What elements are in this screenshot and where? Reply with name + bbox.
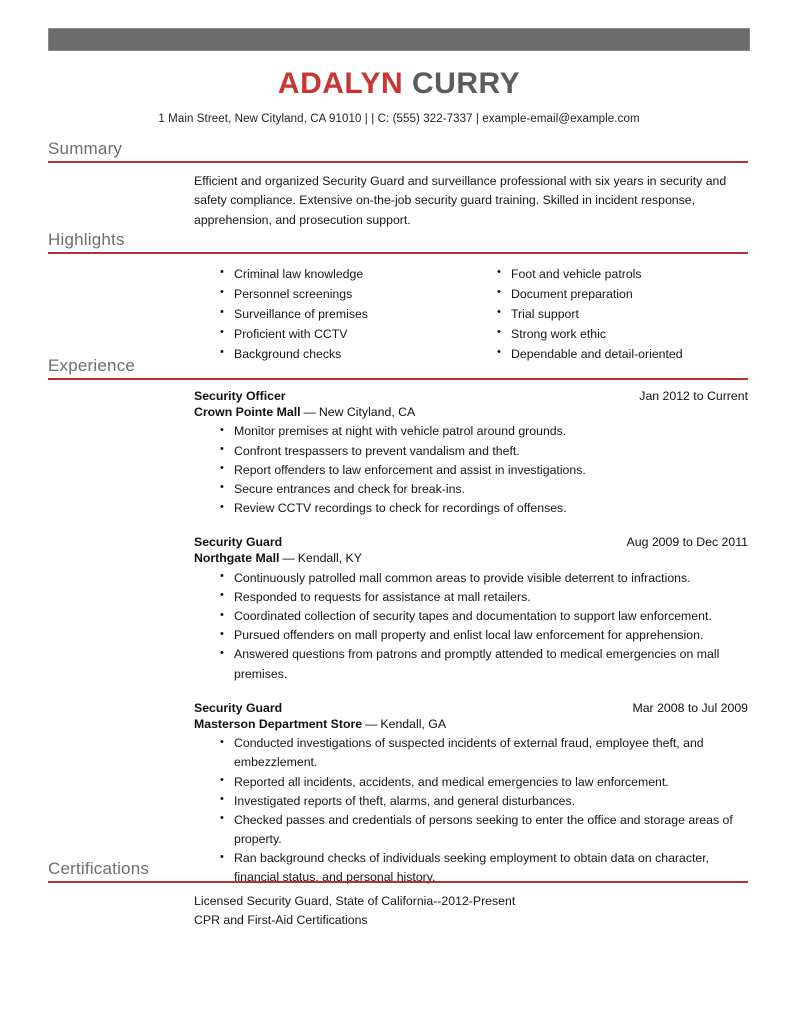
list-item: • Report offenders to law enforcement and assist in investigations. — [194, 461, 748, 480]
job-header — [194, 389, 748, 403]
contact-line: 1 Main Street, New Cityland, CA 91010 | | C: (555) 322-7337 | example-email@example.com — [158, 113, 640, 125]
job-location: New Cityland, CA — [318, 405, 416, 419]
list-item: • Investigated reports of theft, alarms, and general disturbances. — [194, 792, 748, 811]
candidate-name — [48, 68, 750, 100]
header-accent-bar — [48, 28, 750, 51]
list-item: • Dependable and detail-oriented — [471, 344, 748, 364]
list-item: • Personnel screenings — [194, 284, 471, 304]
job-header — [194, 535, 748, 549]
highlights-list-left — [194, 264, 471, 364]
organization-name: Northgate Mall — [194, 551, 280, 566]
job-location: Kendall, KY — [297, 551, 362, 566]
experience-entry — [194, 535, 748, 683]
job-organization — [194, 549, 748, 567]
organization-name: Masterson Department Store — [194, 716, 363, 731]
list-item: • Confront trespassers to prevent vandalism and theft. — [194, 442, 748, 461]
certification-line: CPR and First-Aid Certifications — [194, 912, 368, 927]
first-name: ADALYN — [277, 67, 404, 100]
highlights-list-right — [471, 264, 748, 364]
job-location: Kendall, GA — [380, 716, 447, 731]
section-highlights — [48, 231, 748, 364]
list-item: • Document preparation — [471, 284, 748, 304]
list-item: • Coordinated collection of security tapes and documentation to support law enforcement. — [194, 607, 748, 626]
list-item: • Monitor premises at night with vehicle patrol around grounds. — [194, 422, 748, 441]
experience-entry — [194, 389, 748, 518]
section-summary — [48, 140, 748, 230]
list-item: • Review CCTV recordings to check for recordings of offenses. — [194, 499, 748, 518]
list-item: • Proficient with CCTV — [194, 324, 471, 344]
list-item: • Answered questions from patrons and promptly attended to medical emergencies on mall premises. — [194, 645, 748, 683]
job-title: Security Officer — [194, 389, 286, 403]
separator-dash: — — [365, 716, 378, 731]
list-item: • Continuously patrolled mall common areas to provide visible deterrent to infractions. — [194, 569, 748, 588]
section-title-summary: Summary — [48, 139, 123, 158]
list-item: • Surveillance of premises — [194, 304, 471, 324]
job-date: Aug 2009 to Dec 2011 — [626, 535, 748, 550]
list-item: • Pursued offenders on mall property and enlist local law enforcement for apprehension. — [194, 626, 748, 645]
job-bullet-list — [194, 422, 748, 518]
highlights-column-right — [471, 264, 748, 364]
job-title: Security Guard — [194, 535, 283, 550]
list-item: • Foot and vehicle patrols — [471, 264, 748, 284]
list-item: • Checked passes and credentials of persons seeking to enter the office and storage areas of property. — [194, 811, 748, 849]
section-title-certifications: Certifications — [48, 859, 150, 878]
list-item: • Responded to requests for assistance at mall retailers. — [194, 588, 748, 607]
last-name: CURRY — [412, 67, 521, 100]
list-item: • Background checks — [194, 344, 471, 364]
list-item: • Ran background checks of individuals seeking employment to obtain data on character, financial status, and personal history. — [194, 849, 748, 887]
job-header — [194, 701, 748, 715]
job-date: Mar 2008 to Jul 2009 — [632, 700, 748, 715]
section-title-experience: Experience — [48, 356, 136, 375]
job-title: Security Guard — [194, 700, 283, 715]
job-organization — [194, 715, 748, 733]
list-item: • Conducted investigations of suspected incidents of external fraud, employee theft, and embezzlement. — [194, 734, 748, 772]
certification-line: Licensed Security Guard, State of California--2012-Present — [194, 894, 516, 908]
list-item: • Strong work ethic — [471, 324, 748, 344]
summary-text: Efficient and organized Security Guard and surveillance professional with six years in security and safety compliance. Extensive on-the-job security guard training. Skilled in incident response, apprehension, and prosecution support. — [194, 174, 727, 227]
list-item: • Secure entrances and check for break-ins. — [194, 480, 748, 499]
separator-dash: — — [303, 405, 316, 419]
section-title-highlights: Highlights — [48, 230, 125, 249]
job-organization — [194, 403, 748, 421]
job-bullet-list — [194, 569, 748, 684]
list-item: • Trial support — [471, 304, 748, 324]
highlights-column-left — [194, 264, 471, 364]
job-date: Jan 2012 to Current — [639, 389, 748, 403]
section-certifications — [48, 860, 748, 929]
list-item: • Reported all incidents, accidents, and medical emergencies to law enforcement. — [194, 773, 748, 792]
list-item: • Criminal law knowledge — [194, 264, 471, 284]
organization-name: Crown Pointe Mall — [194, 405, 301, 419]
separator-dash: — — [282, 551, 295, 566]
section-experience — [48, 357, 748, 888]
